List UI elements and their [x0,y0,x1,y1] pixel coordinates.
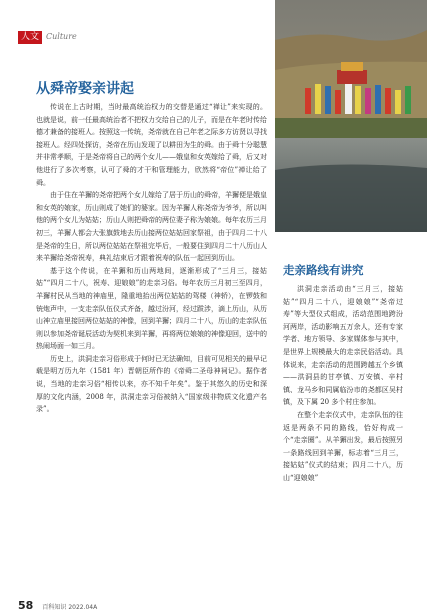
paragraph: 在整个走亲仪式中，走亲队伍的往返是两条不同的路线，恰好构成一个“走亲圈”。从羊獬出发，最后按照另一条路线回到羊獬，标志着“三月三，接姑姑”仪式的结束；四月二十八，历山“迎娘娘” [283,410,403,482]
paragraph: 基于这个传说，在羊獬和历山两地间，逐渐形成了“三月三，接姑姑”“四月二十八，祝寿、迎娘娘”的走亲习俗。每年农历三月初三至四月，羊獬村民从当地的神庙里，隆重地抬出两位姑姑的驾楼（神轿），在锣鼓和铳炮声中，一支走亲队伍仪式齐备，越过汾河，经过跋涉，滴上历山，从历山神立庙里接回两位姑姑的神像，回到羊獬；四月二十八，历山的走亲队伍则以参加尧帝诞辰活动为契机来到羊獬，再将两位娘娘的神像迎回，送中的热闹场面一如三月。 [36,266,267,351]
article-body-right [283,283,403,485]
section-title-1: 从舜帝娶亲讲起 [36,81,134,97]
section-header [0,0,275,40]
paragraph: 洪洞走亲活动由“三月三，接姑姑”“四月二十八，迎娘娘”“尧帝过寿”等大型仪式组成，活动范围地跨汾河两岸，活动影响五万余人，还有专家学者、地方领导、多家媒体参与其中，是世界上规模最大的走亲民俗活动。具体说来，走亲活动的范围跨越五个乡镇——洪洞县的甘亭镇、万安镇、辛村镇、龙马乡和同属临汾市的尧都区吴村镇，及下属 20 多个村庄参加。 [283,285,403,407]
section-tag: 人文 [18,31,42,44]
article-body-left [36,101,267,416]
procession-photo-image [275,0,427,232]
section-title-2: 走亲路线有讲究 [283,263,364,277]
page-footer [18,594,97,613]
paragraph: 历史上，洪洞走亲习俗形成于何时已无法确知，目前可见相关的最早记载是明万历九年（1581 年）晋朝臣所作的《帝舜二圣母神祠记》。据作者说，当地的走亲习俗“相传以来，亦不知千年矣”。鉴于其悠久的历史和深厚的文化内涵，2008 年，洪洞走亲习俗被纳入“国家级非物质文化遗产名录”。 [36,354,267,414]
paragraph: 传说在上古时期，当时最高统治权力的交替是通过“禅让”来实现的。也就是说，前一任最高统治者不把权力交给自己的儿子，而是在年老时传给德才兼备的接班人。按照这一传统，尧帝就在自己年老之际多方访贤以寻找接班人。经四处探访，尧帝在历山发现了以耕田为生的舜。由于舜十分聪慧并非常孝顺，于是尧帝将自己的两个女儿——娥皇和女英嫁给了舜，后又对他进行了多次考察，认可了舜的才干和管理能力，欣然将“帝位”禅让给了舜。 [36,103,267,187]
page-number: 58 [18,599,34,612]
procession-photo [275,0,427,232]
paragraph: 由于住在羊獬的尧帝把两个女儿嫁给了居于历山的舜帝，羊獬便是娥皇和女英的娘家，历山则成了她们的婆家。因为羊獬人称尧帝为爷爷，所以叫他的两个女儿为姑姑；历山人则把舜帝的两位妻子称为娘娘。每年农历三月初三，羊獬人都会大张旗鼓地去历山接两位姑姑回家祭祖，由于四月二十八是尧帝的生日，所以两位姑姑在祭祖完毕后，一般要住到四月二十八历山人来羊獬给尧帝祝寿，典礼结束后才跟着祝寿的队伍一起回到历山。 [36,191,267,263]
section-tag-english: Culture [46,32,77,41]
publication-name: 百科知识 2022.04A [42,604,98,611]
